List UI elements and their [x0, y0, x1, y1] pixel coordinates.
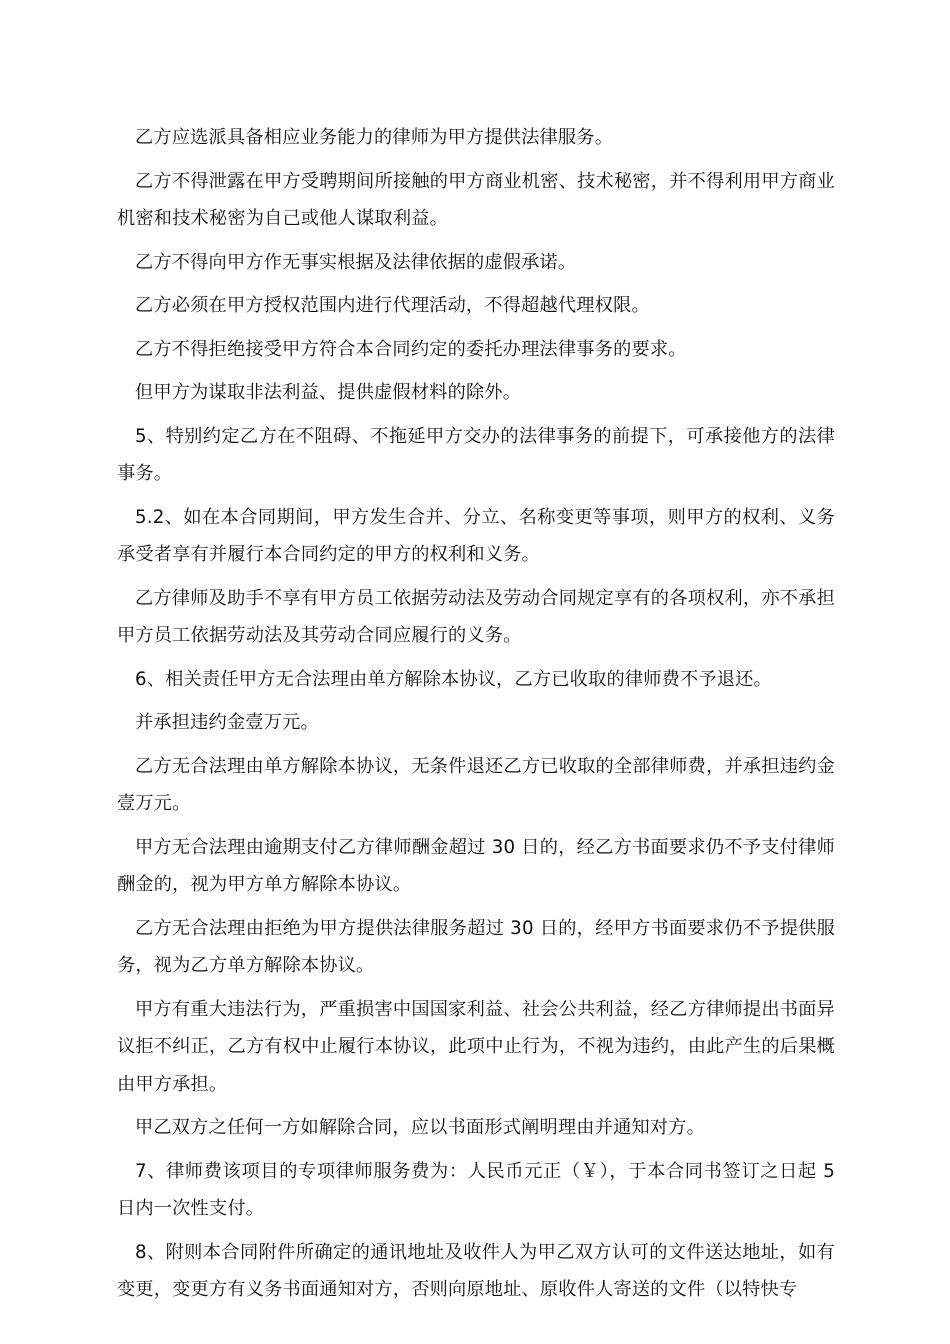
- paragraph-lawyer-assignment: 乙方应选派具备相应业务能力的律师为甲方提供法律服务。: [135, 127, 614, 148]
- paragraph-exception: 但甲方为谋取非法利益、提供虚假材料的除外。: [135, 382, 522, 403]
- paragraph-authorization-scope: 乙方必须在甲方授权范围内进行代理活动，不得超越代理权限。: [135, 295, 650, 316]
- paragraph-penalty: 并承担违约金壹万元。: [135, 712, 319, 733]
- document-body: [117, 119, 835, 1315]
- paragraph-no-false-promise: 乙方不得向甲方作无事实根据及法律依据的虚假承诺。: [135, 251, 577, 273]
- paragraph-overdue-payment: 甲方无合法理由逾期支付乙方律师酬金超过 30 日的，经乙方书面要求仍不予支付律师酬金的，视为甲方单方解除本协议。: [117, 836, 835, 895]
- paragraph-refuse-service: 乙方无合法理由拒绝为甲方提供法律服务超过 30 日的，经甲方书面要求仍不予提供服务，视为乙方单方解除本协议。: [117, 917, 835, 976]
- paragraph-clause-5-2: 5.2、如在本合同期间，甲方发生合并、分立、名称变更等事项，则甲方的权利、义务承受者享有并履行本合同约定的甲方的权利和义务。: [117, 506, 835, 565]
- paragraph-employee-rights: 乙方律师及助手不享有甲方员工依据劳动法及劳动合同规定享有的各项权利，亦不承担甲方员工依据劳动法及其劳动合同应履行的义务。: [117, 587, 835, 646]
- paragraph-clause-7-fees: 7、律师费该项目的专项律师服务费为：人民币元正（￥），于本合同书签订之日起 5 日内一次性支付。: [117, 1160, 835, 1219]
- paragraph-confidentiality: 乙方不得泄露在甲方受聘期间所接触的甲方商业机密、技术秘密，并不得利用甲方商业机密和技术秘密为自己或他人谋取利益。: [117, 170, 835, 229]
- paragraph-party-b-termination: 乙方无合法理由单方解除本协议，无条件退还乙方已收取的全部律师费，并承担违约金壹万元。: [117, 755, 835, 814]
- paragraph-no-refusal: 乙方不得拒绝接受甲方符合本合同约定的委托办理法律事务的要求。: [135, 338, 687, 360]
- paragraph-illegal-conduct: 甲方有重大违法行为，严重损害中国国家利益、社会公共利益，经乙方律师提出书面异议拒不纠正，乙方有权中止履行本协议，此项中止行为，不视为违约，由此产生的后果概由甲方承担。: [117, 998, 835, 1095]
- paragraph-clause-6: 6、相关责任甲方无合法理由单方解除本协议，乙方已收取的律师费不予退还。: [135, 668, 772, 690]
- paragraph-clause-8-addresses: 8、附则本合同附件所确定的通讯地址及收件人为甲乙双方认可的文件送达地址，如有变更，变更方有义务书面通知对方，否则向原地址、原收件人寄送的文件（以特快专: [117, 1241, 835, 1300]
- paragraph-written-notice: 甲乙双方之任何一方如解除合同，应以书面形式阐明理由并通知对方。: [135, 1117, 706, 1138]
- paragraph-clause-5: 5、特别约定乙方在不阻碍、不拖延甲方交办的法律事务的前提下，可承接他方的法律事务。: [117, 425, 835, 484]
